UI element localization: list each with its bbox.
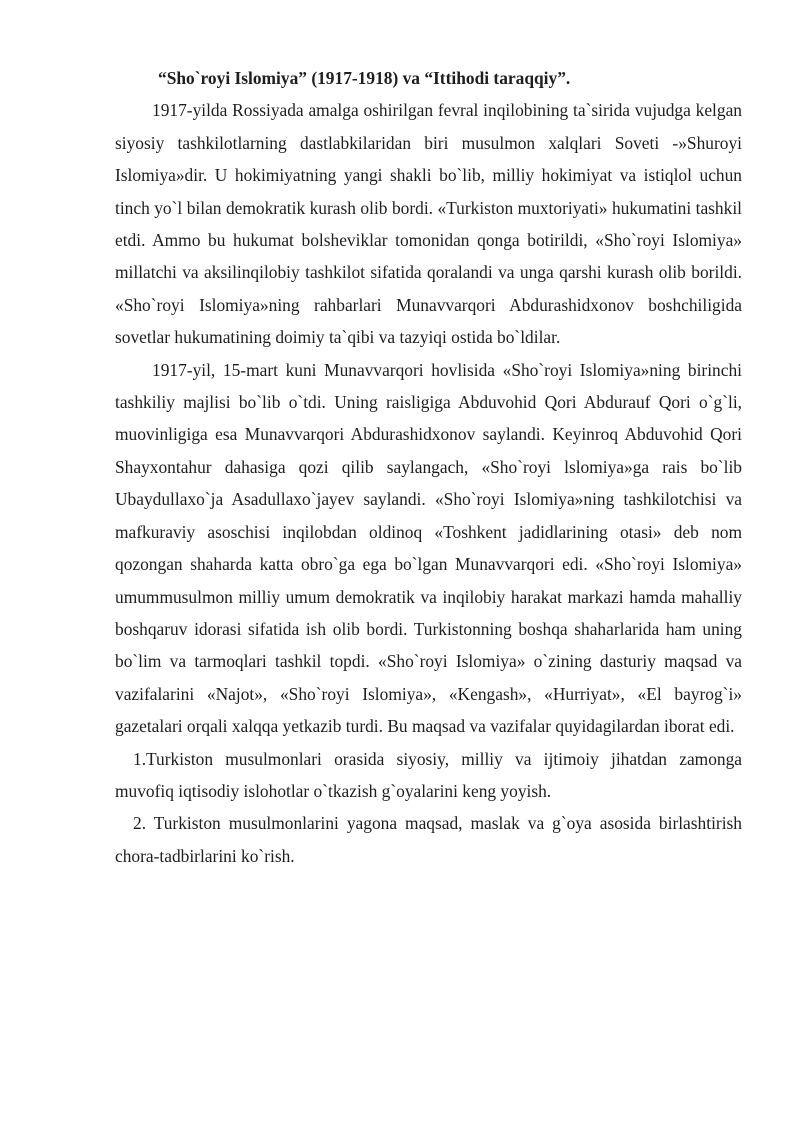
list-item-1: 1.Turkiston musulmonlari orasida siyosiy, milliy va ijtimoiy jihatdan zamonga muvofiq iqtisodiy islohotlar o`tkazish g`oyalarini keng yoyish. (115, 748, 742, 801)
section-heading: “Sho`royi Islomiya” (1917-1918) va “Ittihodi taraqqiy”. (158, 68, 571, 88)
list-item-2: 2. Turkiston musulmonlarini yagona maqsad, maslak va g`oya asosida birlashtirish chora-tadbirlarini ko`rish. (115, 813, 742, 866)
document-body (115, 62, 742, 872)
paragraph-2: 1917-yil, 15-mart kuni Munavvarqori hovlisida «Sho`royi Islomiya»ning birinchi tashkiliy majlisi bo`lib o`tdi. Uning raisligiga Abduvohid Qori Abdurauf Qori o`g`li, muovinligiga esa Munavvarqori Abdurashidxonov saylandi. Keyinroq Abduvohid Qori Shayxontahur dahasiga qozi qilib saylangach, «Sho`royi lslomiya»ga rais bo`lib Ubaydullaxo`ja Asadullaxo`jayev saylandi. «Sho`royi Islomiya»ning tashkilotchisi va mafkuraviy asoschisi inqilobdan oldinoq «Toshkent jadidlarining otasi» deb nom qozongan shaharda katta obro`ga ega bo`lgan Munavvarqori edi. «Sho`royi Islomiya» umummusulmon milliy umum demokratik va inqilobiy harakat markazi hamda mahalliy boshqaruv idorasi sifatida ish olib bordi. Turkistonning boshqa shaharlarida ham uning bo`lim va tarmoqlari tashkil topdi. «Sho`royi Islomiya» o`zining dasturiy maqsad va vazifalarini «Najot», «Sho`royi Islomiya», «Kengash», «Hurriyat», «El bayrog`i» gazetalari orqali xalqqa yetkazib turdi. Bu maqsad va vazifalar quyidagilardan iborat edi. (115, 359, 742, 737)
paragraph-1: 1917-yilda Rossiyada amalga oshirilgan fevral inqilobining ta`sirida vujudga kelgan siyosiy tashkilotlarning dastlabkilaridan biri musulmon xalqlari Soveti -»Shuroyi Islomiya»dir. U hokimiyatning yangi shakli bo`lib, milliy hokimiyat va istiqlol uchun tinch yo`l bilan demokratik kurash olib bordi. «Turkiston muxtoriyati» hukumatini tashkil etdi. Ammo bu hukumat bolsheviklar tomonidan qonga botirildi, «Sho`royi Islomiya» millatchi va aksilinqilobiy tashkilot sifatida qoralandi va unga qarshi kurash olib borildi. «Sho`royi Islomiya»ning rahbarlari Munavvarqori Abdurashidxonov boshchiligida sovetlar hukumatining doimiy ta`qibi va tazyiqi ostida bo`ldilar. (115, 100, 742, 348)
